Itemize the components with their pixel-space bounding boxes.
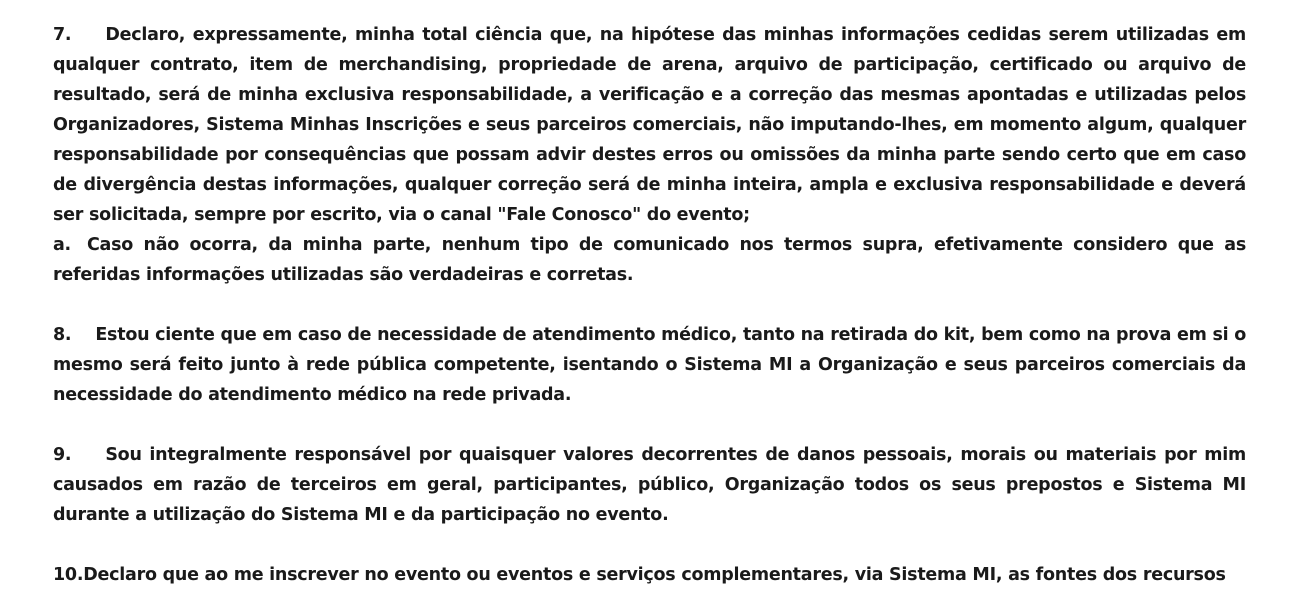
clause-7a-number: a. (53, 235, 71, 255)
clause-7 (53, 20, 1246, 230)
clause-9 (53, 440, 1246, 530)
clause-7a-text: Caso não ocorra, da minha parte, nenhum tipo de comunicado nos termos supra, efetivamente considero que as referidas informações utilizadas são verdadeiras e corretas. (53, 235, 1246, 285)
paragraph-spacer (53, 290, 1246, 320)
clause-10-text: Declaro que ao me inscrever no evento ou eventos e serviços complementares, via Sistema MI, as fontes dos recursos (83, 565, 1226, 585)
clause-8-text: Estou ciente que em caso de necessidade de atendimento médico, tanto na retirada do kit, bem como na prova em si o mesmo será feito junto à rede pública competente, isentando o Sistema MI a Organização e seus parceiros comerciais da necessidade do atendimento médico na rede privada. (53, 325, 1246, 405)
clause-7a (53, 230, 1246, 290)
clause-7-text: Declaro, expressamente, minha total ciência que, na hipótese das minhas informações cedidas serem utilizadas em qualquer contrato, item de merchandising, propriedade de arena, arquivo de participação, certificado ou arquivo de resultado, será de minha exclusiva responsabilidade, a verificação e a correção das mesmas apontadas e utilizadas pelos Organizadores, Sistema Minhas Inscrições e seus parceiros comerciais, não imputando-lhes, em momento algum, qualquer responsabilidade por consequências que possam advir destes erros ou omissões da minha parte sendo certo que em caso de divergência destas informações, qualquer correção será de minha inteira, ampla e exclusiva responsabilidade e deverá ser solicitada, sempre por escrito, via o canal "Fale Conosco" do evento; (53, 25, 1246, 225)
clause-10 (53, 560, 1246, 590)
clause-9-text: Sou integralmente responsável por quaisquer valores decorrentes de danos pessoais, morais ou materiais por mim causados em razão de terceiros em geral, participantes, público, Organização todos os seus prepostos e Sistema MI durante a utilização do Sistema MI e da participação no evento. (53, 445, 1246, 525)
clause-7-number: 7. (53, 25, 72, 45)
clause-8 (53, 320, 1246, 410)
terms-document (53, 20, 1246, 590)
clause-9-number: 9. (53, 445, 72, 465)
paragraph-spacer (53, 530, 1246, 560)
paragraph-spacer (53, 410, 1246, 440)
clause-8-number: 8. (53, 325, 72, 345)
clause-10-number: 10. (53, 565, 84, 585)
